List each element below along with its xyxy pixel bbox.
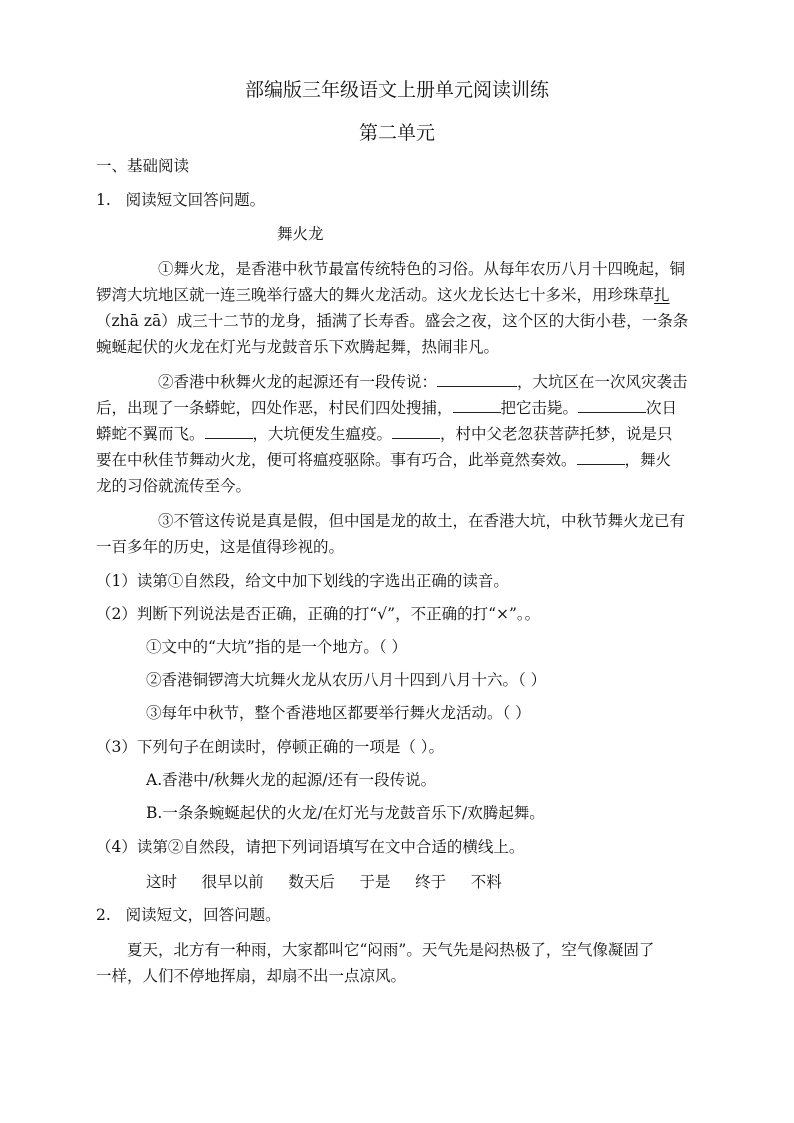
word-option: 于是 <box>359 873 391 891</box>
passage-line: 后，出现了一条蟒蛇，四处作恶，村民们四处搜捕， 把它击毙。 次日 <box>96 399 678 417</box>
option-b[interactable]: B.一条条蜿蜒起伏的火龙/在灯光与龙鼓音乐下/欢腾起舞。 <box>146 804 545 822</box>
underlined-char: 扎 <box>654 286 670 304</box>
question-number: 1. <box>96 191 111 209</box>
judgement-item[interactable]: ②香港铜锣湾大坑舞火龙从农历八月十四到八月十六。（ ） <box>146 671 547 689</box>
option-a[interactable]: A.香港中/秋舞火龙的起源/还有一段传说。 <box>146 771 437 789</box>
unit-title: 第二单元 <box>358 122 435 144</box>
question-prompt: 阅读短文，回答问题。 <box>125 906 281 924</box>
passage-line: ①舞火龙，是香港中秋节最富传统特色的习俗。从每年农历八月十四晚起，铜 <box>158 260 686 278</box>
passage-line: 一百多年的历史，这是值得珍视的。 <box>96 538 345 556</box>
sub-question-2: （2）判断下列说法是否正确，正确的打“√”，不正确的打“×”。。 <box>96 605 541 623</box>
fill-blank[interactable] <box>453 398 501 413</box>
passage-line: 锣湾大坑地区就一连三晚举行盛大的舞火龙活动。这火龙长达七十多米，用珍珠草扎 <box>96 286 670 304</box>
fill-blank[interactable] <box>578 398 646 413</box>
word-option: 不料 <box>470 873 502 891</box>
fill-blank[interactable] <box>577 450 625 465</box>
passage-title: 舞火龙 <box>277 225 324 243</box>
word-option: 很早以前 <box>201 873 264 891</box>
question-number: 2. <box>96 906 111 924</box>
passage-line: 一样，人们不停地挥扇，却扇不出一点凉风。 <box>96 967 407 985</box>
word-option: 终于 <box>415 873 447 891</box>
judgement-item[interactable]: ③每年中秋节，整个香港地区都要举行舞火龙活动。（ ） <box>146 704 531 722</box>
word-option: 数天后 <box>288 873 335 891</box>
judgement-item[interactable]: ①文中的“大坑”指的是一个地方。（ ） <box>146 638 408 656</box>
passage-line: ②香港中秋舞火龙的起源还有一段传说： ，大坑区在一次风灾袭击 <box>158 373 688 391</box>
word-bank <box>146 872 502 892</box>
passage-line: （zhā zā）成三十二节的龙身，插满了长寿香。盛会之夜，这个区的大街小巷，一条条 <box>96 312 689 330</box>
fill-blank[interactable] <box>392 424 440 439</box>
word-option: 这时 <box>146 873 178 891</box>
sub-question-4: （4）读第②自然段，请把下列词语填写在文中合适的横线上。 <box>96 838 525 856</box>
fill-blank[interactable] <box>437 372 517 387</box>
document-title: 部编版三年级语文上册单元阅读训练 <box>244 79 549 101</box>
question-1-header <box>96 190 265 210</box>
sub-question-1: （1）读第①自然段，给文中加下划线的字选出正确的读音。 <box>96 572 509 590</box>
passage-line: 蜿蜒起伏的火龙在灯光与龙鼓音乐下欢腾起舞，热闹非凡。 <box>96 338 500 356</box>
question-2-header <box>96 905 281 925</box>
fill-blank[interactable] <box>205 424 253 439</box>
sub-question-3: （3）下列句子在朗读时，停顿正确的一项是（ ）。 <box>96 738 445 756</box>
passage-line: 要在中秋佳节舞动火龙，便可将瘟疫驱除。事有巧合，此举竟然奏效。 ，舞火 <box>96 451 672 469</box>
passage-line: ③不管这传说是真是假，但中国是龙的故土，在香港大坑，中秋节舞火龙已有 <box>158 512 686 530</box>
question-prompt: 阅读短文回答问题。 <box>125 191 266 209</box>
passage-line: 夏天，北方有一种雨，大家都叫它“闷雨”。天气先是闷热极了，空气像凝固了 <box>127 941 655 959</box>
passage-line: 蟒蛇不翼而飞。 ，大坑便发生瘟疫。 ，村中父老忽获菩萨托梦，说是只 <box>96 425 673 443</box>
section-heading: 一、基础阅读 <box>96 157 190 175</box>
passage-line: 龙的习俗就流传至今。 <box>96 477 252 495</box>
